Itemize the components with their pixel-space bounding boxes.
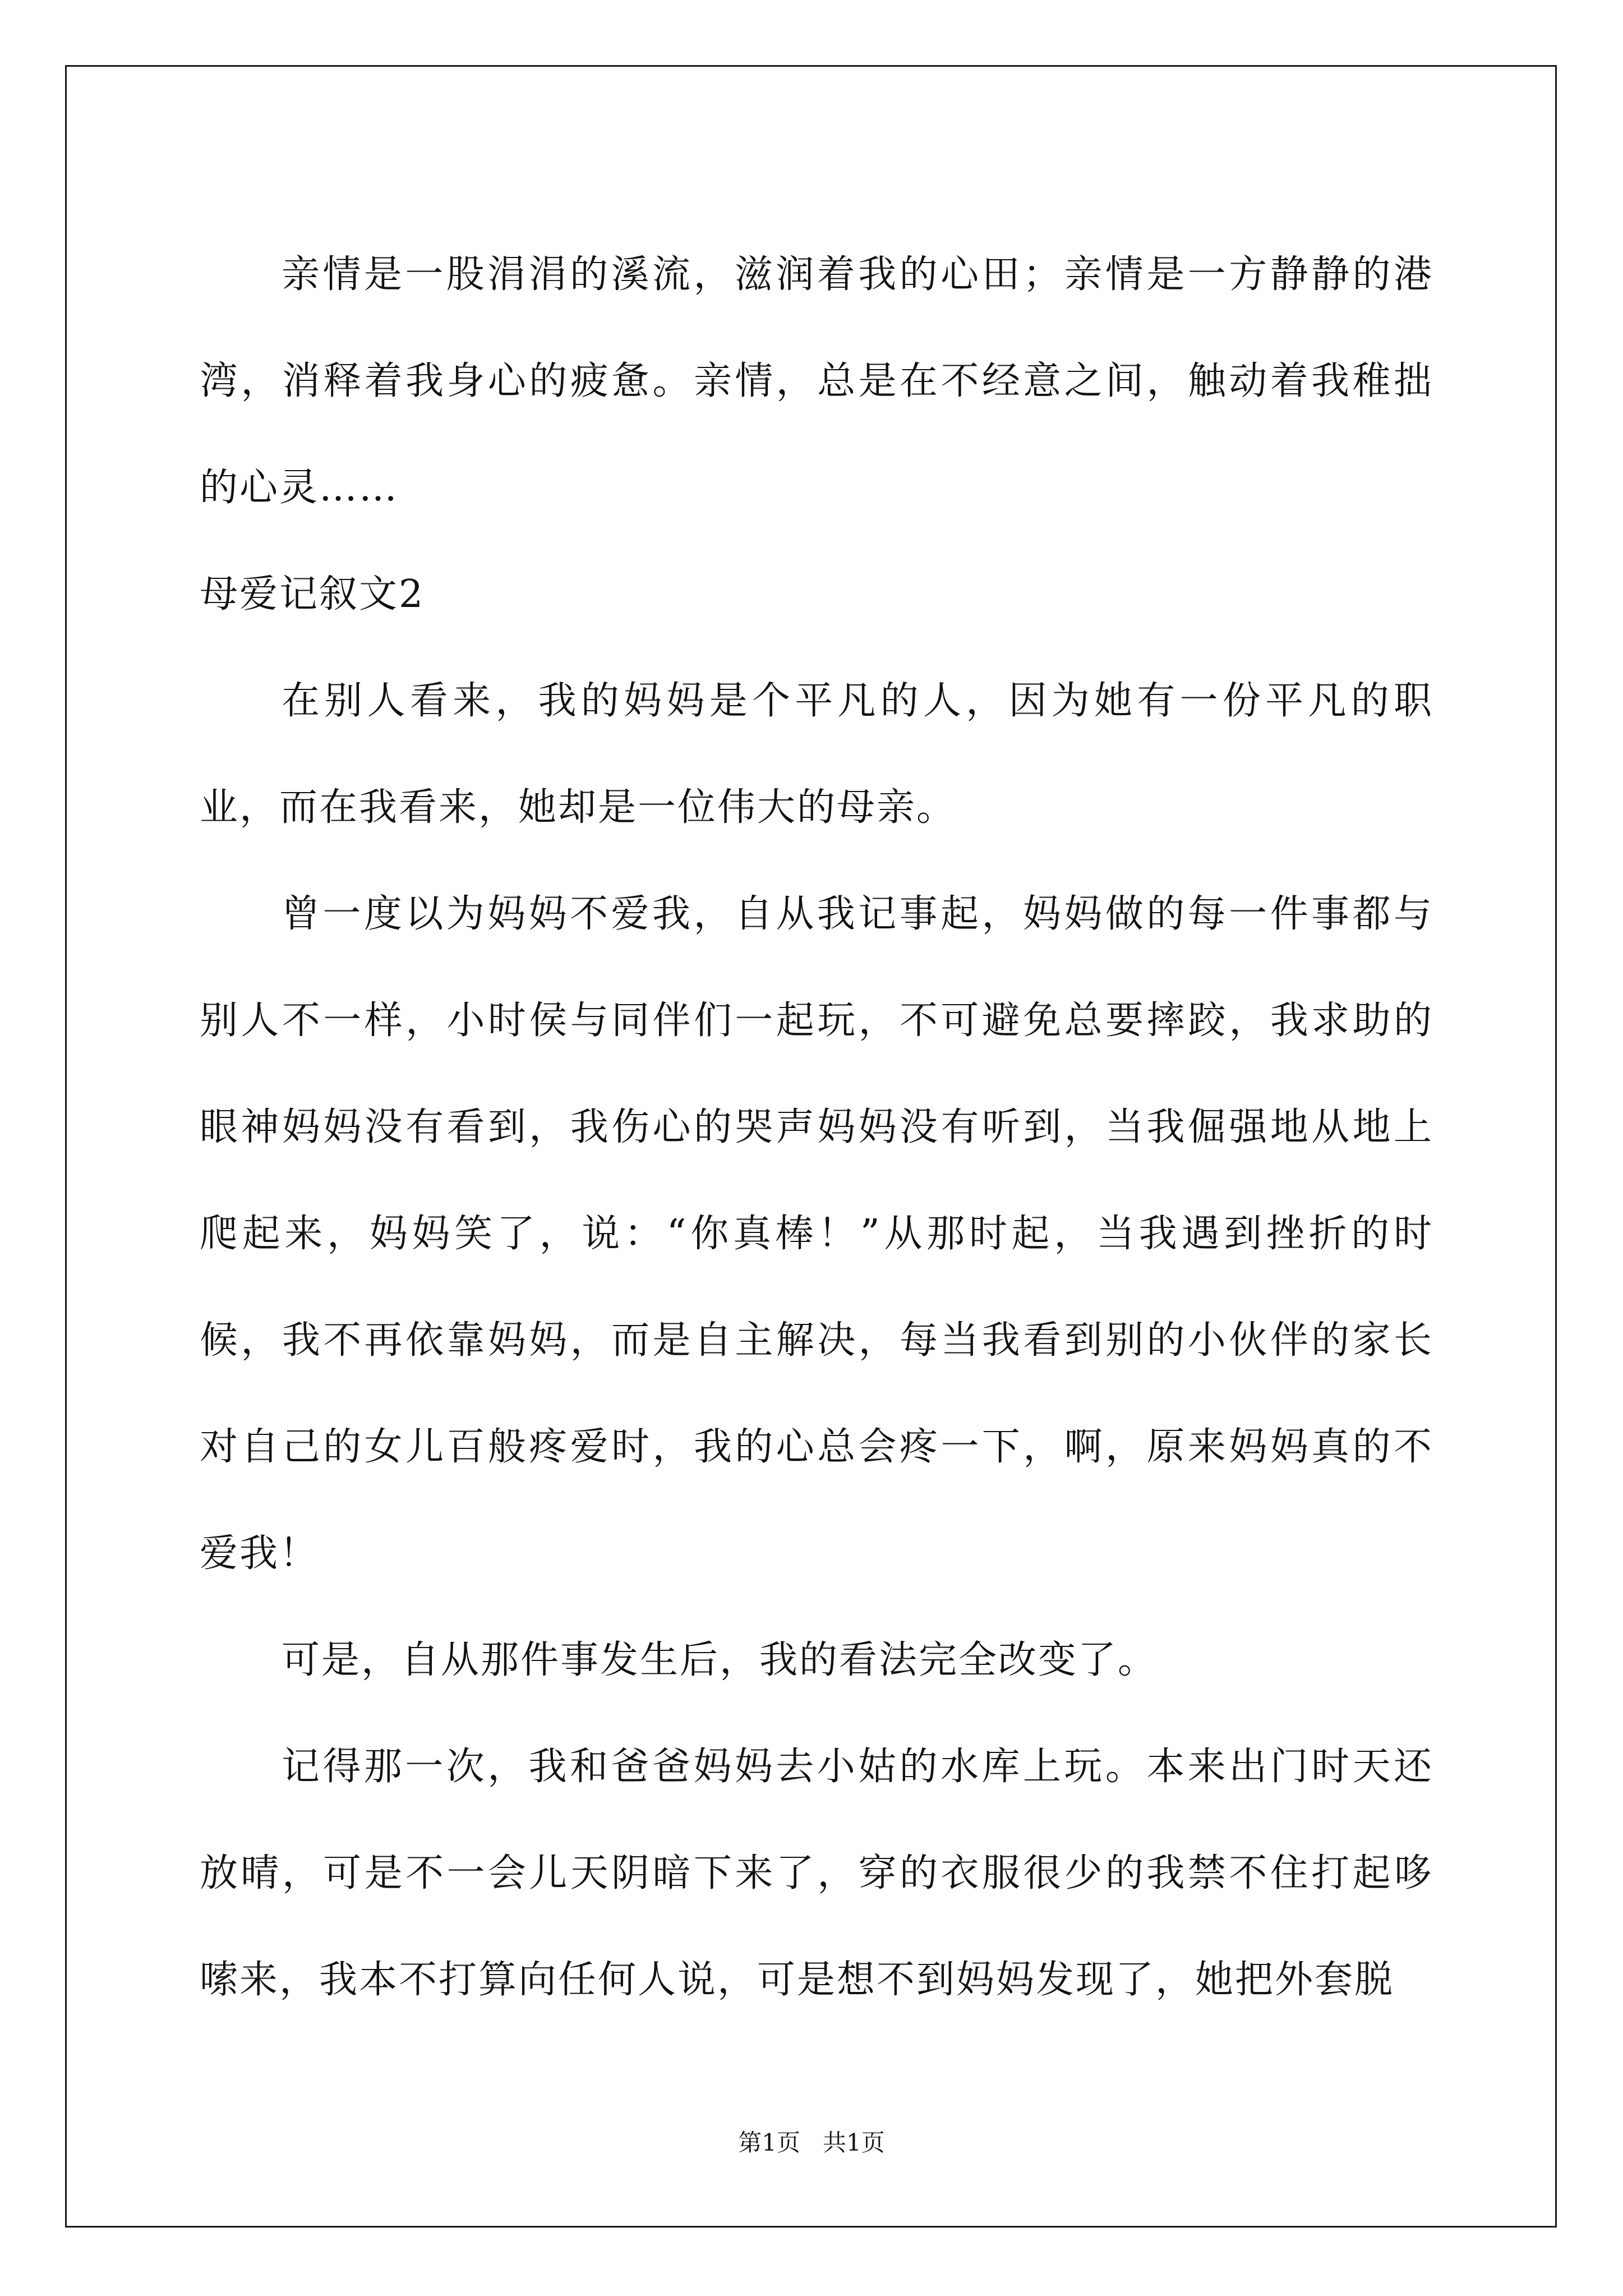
page-number-label: 第1页 共1页 bbox=[738, 2129, 885, 2156]
paragraph-3: 曾一度以为妈妈不爱我，自从我记事起，妈妈做的每一件事都与别人不一样，小时侯与同伴们一起玩，不可避免总要摔跤，我求助的眼神妈妈没有看到，我伤心的哭声妈妈没有听到，当我倔强地从地上爬起来，妈妈笑了，说：“你真棒！”从那时起，当我遇到挫折的时候，我不再依靠妈妈，而是自主解决，每当我看到别的小伙伴的家长对自己的女儿百般疼爱时，我的心总会疼一下，啊，原来妈妈真的不爱我！ bbox=[200, 892, 1433, 1576]
paragraph-5: 记得那一次，我和爸爸妈妈去小姑的水库上玩。本来出门时天还放晴，可是不一会儿天阴暗下来了，穿的衣服很少的我禁不住打起哆嗦来，我本不打算向任何人说，可是想不到妈妈发现了，她把外套脱 bbox=[200, 1745, 1433, 2002]
paragraph-1: 亲情是一股涓涓的溪流，滋润着我的心田；亲情是一方静静的港湾，消释着我身心的疲惫。亲情，总是在不经意之间，触动着我稚拙的心灵…… bbox=[200, 252, 1433, 510]
document-body bbox=[200, 222, 1433, 2033]
section-heading: 母爱记叙文2 bbox=[200, 572, 425, 616]
paragraph-4: 可是，自从那件事发生后，我的看法完全改变了。 bbox=[282, 1638, 1158, 1682]
page-footer bbox=[0, 2126, 1623, 2160]
paragraph-2: 在别人看来，我的妈妈是个平凡的人，因为她有一份平凡的职业，而在我看来，她却是一位伟大的母亲。 bbox=[200, 679, 1433, 830]
